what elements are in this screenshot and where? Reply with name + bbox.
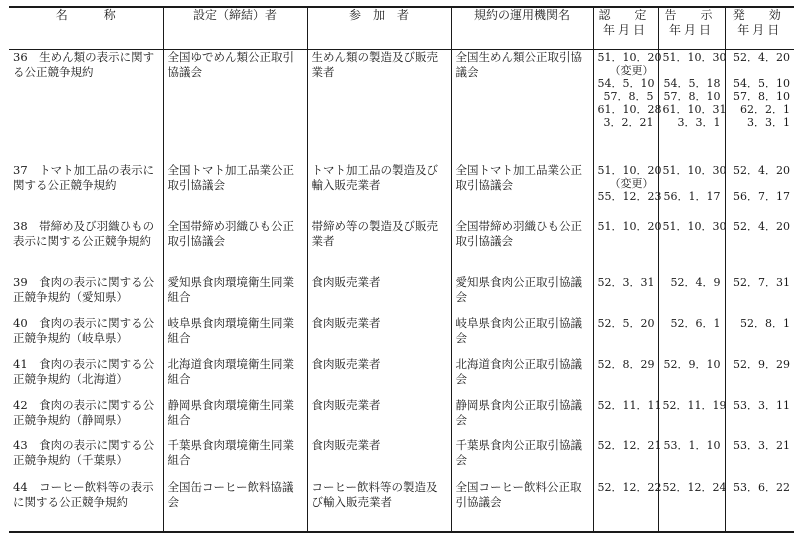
date-line: 53．6．22: [733, 481, 790, 494]
date-line: 52．11．19: [662, 399, 727, 412]
date-line: 54．5．10: [733, 76, 790, 90]
date-line: 61．10．28: [597, 102, 662, 116]
date-line: 52．11．11: [597, 399, 662, 412]
setter-cell: 全国帯締め羽織ひも公正取引協議会: [163, 219, 307, 275]
notified-date-cell: [658, 163, 725, 219]
date-line: [663, 63, 721, 76]
date-line: 57．8．10: [663, 89, 721, 103]
date-line: 57．8．5: [603, 89, 654, 103]
date-line: 51．10．30: [662, 220, 727, 233]
date-line: 52．9．10: [663, 358, 721, 371]
participant-cell: 食肉販売業者: [307, 438, 451, 480]
date-line: 52．4．9: [670, 276, 721, 289]
code-name-cell: 42 食肉の表示に関する公正競争規約（静岡県）: [9, 398, 163, 438]
date-line: 62．2．1: [740, 102, 790, 116]
certified-date-cell: [593, 357, 658, 398]
notified-date-cell: [658, 438, 725, 480]
date-line: 53．1．10: [663, 439, 721, 452]
operator-cell: 岐阜県食肉公正取引協議会: [451, 316, 593, 357]
date-line: 52．12．21: [597, 439, 662, 452]
notified-date-cell: [658, 398, 725, 438]
operator-cell: 全国生めん類公正取引協議会: [451, 49, 593, 163]
date-line: 61．10．31: [662, 102, 727, 116]
notified-date-cell: [658, 49, 725, 163]
effective-date-cell: [725, 163, 794, 219]
header-certified-top: 認 定: [598, 8, 653, 22]
notified-date-cell: [658, 357, 725, 398]
table-row: [9, 480, 794, 532]
certified-date-cell: [593, 163, 662, 219]
date-line: 52．4．20: [733, 220, 790, 233]
code-name-cell: 39 食肉の表示に関する公正競争規約（愛知県）: [9, 275, 163, 316]
effective-date-cell: [725, 49, 794, 163]
date-line: 52．3．31: [597, 276, 655, 289]
date-line: 56．1．17: [663, 190, 721, 203]
date-line: 55．12．23: [597, 190, 662, 203]
table-body: [9, 49, 794, 532]
participant-cell: 食肉販売業者: [307, 398, 451, 438]
effective-date-cell: [725, 316, 794, 357]
header-setter: 設定（締結）者: [163, 7, 307, 49]
table-row: [9, 275, 794, 316]
participant-cell: 帯締め等の製造及び販売業者: [307, 219, 451, 275]
table-row: [9, 49, 794, 163]
participant-cell: 食肉販売業者: [307, 275, 451, 316]
header-notified-bottom: 年月日: [668, 23, 714, 37]
header-effective-top: 発 効: [732, 8, 787, 22]
setter-cell: 全国トマト加工品業公正取引協議会: [163, 163, 307, 219]
participant-cell: 食肉販売業者: [307, 357, 451, 398]
header-certified-date: [593, 7, 658, 49]
effective-date-cell: [725, 219, 794, 275]
notified-date-cell: [658, 219, 725, 275]
notified-date-cell: [658, 316, 725, 357]
date-line: 52．8．29: [597, 358, 655, 371]
operator-cell: 北海道食肉公正取引協議会: [451, 357, 593, 398]
certified-date-cell: [593, 480, 662, 532]
date-line: 51．10．20: [597, 220, 662, 233]
operator-cell: 全国トマト加工品業公正取引協議会: [451, 163, 593, 219]
certified-date-cell: [593, 219, 662, 275]
code-name-cell: 41 食肉の表示に関する公正競争規約（北海道）: [9, 357, 163, 398]
header-effective-bottom: 年月日: [737, 23, 783, 37]
effective-date-cell: [725, 480, 794, 532]
certified-date-cell: [593, 275, 658, 316]
code-name-cell: 43 食肉の表示に関する公正競争規約（千葉県）: [9, 438, 163, 480]
date-line: 54．5．10: [597, 76, 655, 90]
header-row: [9, 7, 794, 49]
date-line: 53．3．21: [733, 439, 790, 452]
participant-cell: 生めん類の製造及び販売業者: [307, 49, 451, 163]
date-line: 51．10．20: [597, 164, 662, 177]
table-row: [9, 219, 794, 275]
operator-cell: 千葉県食肉公正取引協議会: [451, 438, 593, 480]
date-line: [730, 63, 791, 76]
header-name: 名 称: [9, 7, 163, 49]
header-effective-date: [725, 7, 794, 49]
table-row: [9, 398, 794, 438]
setter-cell: 岐阜県食肉環境衛生同業組合: [163, 316, 307, 357]
header-participant: 参 加 者: [307, 7, 451, 49]
header-operator: 規約の運用機関名: [451, 7, 593, 49]
setter-cell: 静岡県食肉環境衛生同業組合: [163, 398, 307, 438]
date-line: 52．6．1: [670, 317, 721, 330]
date-line: （変更）: [609, 177, 654, 190]
operator-cell: 愛知県食肉公正取引協議会: [451, 275, 593, 316]
date-line: 52．7．31: [733, 276, 790, 289]
certified-date-cell: [593, 398, 662, 438]
certified-date-cell: [593, 438, 662, 480]
setter-cell: 全国ゆでめん類公正取引協議会: [163, 49, 307, 163]
header-notified-top: 告 示: [664, 8, 719, 22]
date-line: 52．12．24: [662, 481, 727, 494]
effective-date-cell: [725, 275, 794, 316]
date-line: [730, 176, 791, 189]
table-row: [9, 438, 794, 480]
code-name-cell: 36 生めん類の表示に関する公正競争規約: [9, 49, 163, 163]
header-certified-bottom: 年月日: [602, 23, 648, 37]
date-line: 52．5．20: [597, 317, 655, 330]
date-line: 52．8．1: [740, 317, 790, 330]
participant-cell: 食肉販売業者: [307, 316, 451, 357]
table-row: [9, 357, 794, 398]
fair-competition-code-table: [9, 6, 794, 533]
notified-date-cell: [658, 480, 725, 532]
certified-date-cell: [593, 49, 662, 163]
effective-date-cell: [725, 357, 794, 398]
date-line: 52．4．20: [733, 50, 790, 64]
operator-cell: 全国帯締め羽織ひも公正取引協議会: [451, 219, 593, 275]
table-row: [9, 316, 794, 357]
date-line: 57．8．10: [733, 89, 790, 103]
date-line: 51．10．20: [597, 50, 662, 64]
code-name-cell: 38 帯締め及び羽織ひもの表示に関する公正競争規約: [9, 219, 163, 275]
date-line: 51．10．30: [662, 164, 727, 177]
table-row: [9, 163, 794, 219]
certified-date-cell: [593, 316, 658, 357]
date-line: 52．12．22: [597, 481, 662, 494]
participant-cell: コーヒー飲料等の製造及び輸入販売業者: [307, 480, 451, 532]
date-line: 51．10．30: [662, 50, 727, 64]
date-line: 3．3．1: [747, 115, 790, 129]
setter-cell: 愛知県食肉環境衛生同業組合: [163, 275, 307, 316]
code-name-cell: 37 トマト加工品の表示に関する公正競争規約: [9, 163, 163, 219]
header-notified-date: [658, 7, 725, 49]
date-line: 3．2．21: [603, 115, 654, 129]
setter-cell: 北海道食肉環境衛生同業組合: [163, 357, 307, 398]
operator-cell: 全国コーヒー飲料公正取引協議会: [451, 480, 593, 532]
date-line: 52．9．29: [733, 358, 790, 371]
effective-date-cell: [725, 438, 794, 480]
date-line: 56．7．17: [733, 190, 790, 203]
date-line: [663, 176, 721, 189]
setter-cell: 千葉県食肉環境衛生同業組合: [163, 438, 307, 480]
notified-date-cell: [658, 275, 725, 316]
date-line: （変更）: [609, 63, 654, 77]
date-line: 52．4．20: [733, 164, 790, 177]
date-line: 3．3．1: [677, 115, 721, 129]
date-line: 54．5．18: [663, 76, 721, 90]
effective-date-cell: [725, 398, 794, 438]
participant-cell: トマト加工品の製造及び輸入販売業者: [307, 163, 451, 219]
code-name-cell: 44 コーヒー飲料等の表示に関する公正競争規約: [9, 480, 163, 532]
setter-cell: 全国缶コーヒー飲料協議会: [163, 480, 307, 532]
code-name-cell: 40 食肉の表示に関する公正競争規約（岐阜県）: [9, 316, 163, 357]
date-line: 53．3．11: [733, 399, 790, 412]
operator-cell: 静岡県食肉公正取引協議会: [451, 398, 593, 438]
